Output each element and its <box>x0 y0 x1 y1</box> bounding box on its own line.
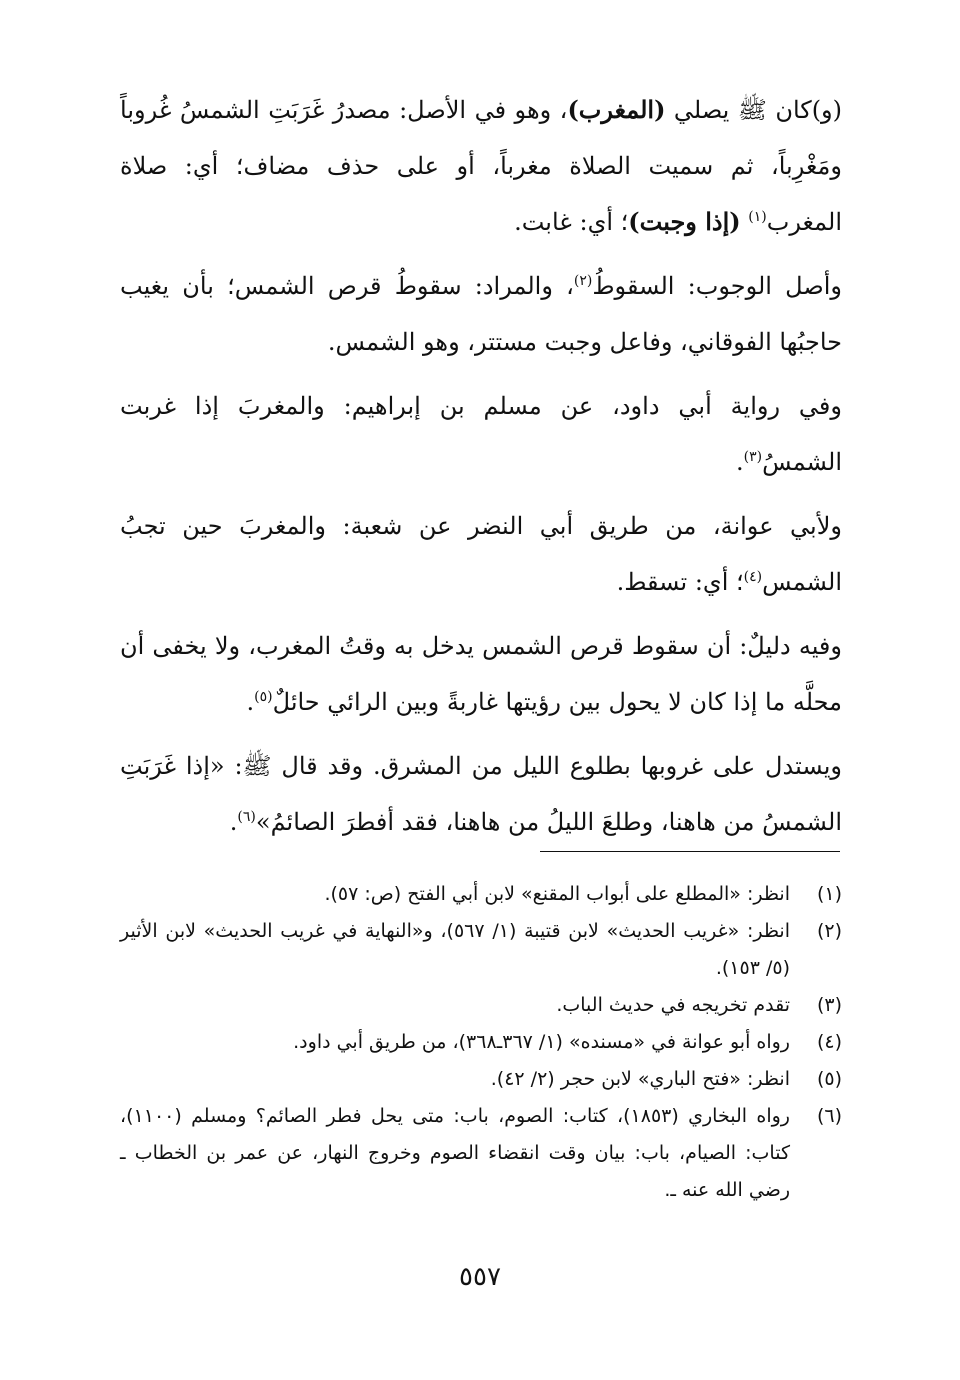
bold-text: (إذا وجبت) <box>628 207 741 236</box>
paragraph <box>120 258 842 370</box>
paragraph <box>120 738 842 850</box>
text-segment: وفي رواية أبي داود، عن مسلم بن إبراهيم: والمغربَ إذا غربت الشمسُ <box>120 392 842 476</box>
text-segment: ولأبي عوانة، من طريق أبي النضر عن شعبة: والمغربَ حين تجبُ الشمس <box>120 512 842 596</box>
footnote-text: انظر: «فتح الباري» لابن حجر (٢/ ٤٢). <box>490 1068 790 1090</box>
footnote <box>120 913 842 987</box>
footnote-number: (١) <box>816 883 842 905</box>
page-number: ٥٥٧ <box>459 1262 501 1292</box>
footnote-ref: (٥) <box>254 689 273 705</box>
footnote-text: انظر: «غريب الحديث» لابن قتيبة (١/ ٥٦٧)، و«النهاية في غريب الحديث» لابن الأثير (٥/ ١٥٣). <box>120 920 790 979</box>
footnote-text: رواه أبو عوانة في «مسنده» (١/ ٣٦٧ـ٣٦٨)، من طريق أبي داود. <box>293 1031 790 1053</box>
footnote-text: رواه البخاري (١٨٥٣)، كتاب: الصوم، باب: متى يحل فطر الصائم؟ ومسلم (١١٠٠)، كتاب: الصيام، باب: بيان وقت انقضاء الصوم وخروج النهار، عن عمر بن الخطاب ـ رضي الله عنه ـ. <box>120 1105 790 1201</box>
footnote-ref: (٦) <box>237 809 256 825</box>
footnote <box>120 1024 842 1061</box>
footnotes <box>120 876 842 1209</box>
footnote <box>120 1061 842 1098</box>
footnote-ref: (٢) <box>573 273 593 289</box>
text-segment: (و)كان ﷺ يصلي <box>665 96 843 124</box>
text-segment: . <box>246 688 255 716</box>
text-segment: وفيه دليلٌ: أن سقوط قرص الشمس يدخل به وقتُ المغرب، ولا يخفى أن محلَّه ما إذا كان لا يحول بين رؤيتها غاربةً وبين الرائي حائلٌ <box>120 632 842 716</box>
paragraph <box>120 618 842 730</box>
footnote-ref: (٤) <box>743 569 763 585</box>
text-segment: ؛ أي: غابت. <box>514 208 629 236</box>
footnote-ref: (١) <box>748 209 767 225</box>
text-segment: وأصل الوجوب: السقوطُ <box>592 272 842 300</box>
footnote <box>120 987 842 1024</box>
footnote <box>120 876 842 913</box>
footnote-number: (٢) <box>816 920 842 942</box>
footnote-ref: (٣) <box>743 449 763 465</box>
text-segment: ، وهو في الأصل: مصدرُ غَرَبَتِ الشمسُ غُروباً ومَغْرِباً، ثم سميت الصلاة مغرباً، أو على حذف مضاف؛ أي: صلاة المغرب <box>120 96 842 236</box>
text-segment: ويستدل على غروبها بطلوع الليل من المشرق. وقد قال ﷺ: «إذا غَرَبَتِ الشمسُ من هاهنا، وطلعَ الليلُ من هاهنا، فقد أفطرَ الصائمُ» <box>120 752 843 836</box>
main-text <box>120 82 842 858</box>
text-segment: . <box>736 448 744 476</box>
footnote-text: تقدم تخريجه في حديث الباب. <box>556 994 790 1016</box>
text-segment: ؛ أي: تسقط. <box>616 568 744 596</box>
paragraph <box>120 82 842 250</box>
footnote-number: (٥) <box>816 1068 842 1090</box>
paragraph <box>120 498 842 610</box>
footnote-separator <box>540 851 840 852</box>
footnote-number: (٦) <box>816 1105 842 1127</box>
footnote <box>120 1098 842 1209</box>
text-segment: ، والمراد: سقوطُ قرص الشمس؛ بأن يغيب حاجبُها الفوقاني، وفاعل وجبت مستتر، وهو الشمس. <box>120 272 842 356</box>
footnote-number: (٤) <box>816 1031 842 1053</box>
text-segment: . <box>229 808 238 836</box>
paragraph <box>120 378 842 490</box>
footnote-number: (٣) <box>816 994 842 1016</box>
footnote-text: انظر: «المطلع على أبواب المقنع» لابن أبي الفتح (ص: ٥٧). <box>324 883 790 905</box>
bold-text: (المغرب) <box>567 95 666 124</box>
